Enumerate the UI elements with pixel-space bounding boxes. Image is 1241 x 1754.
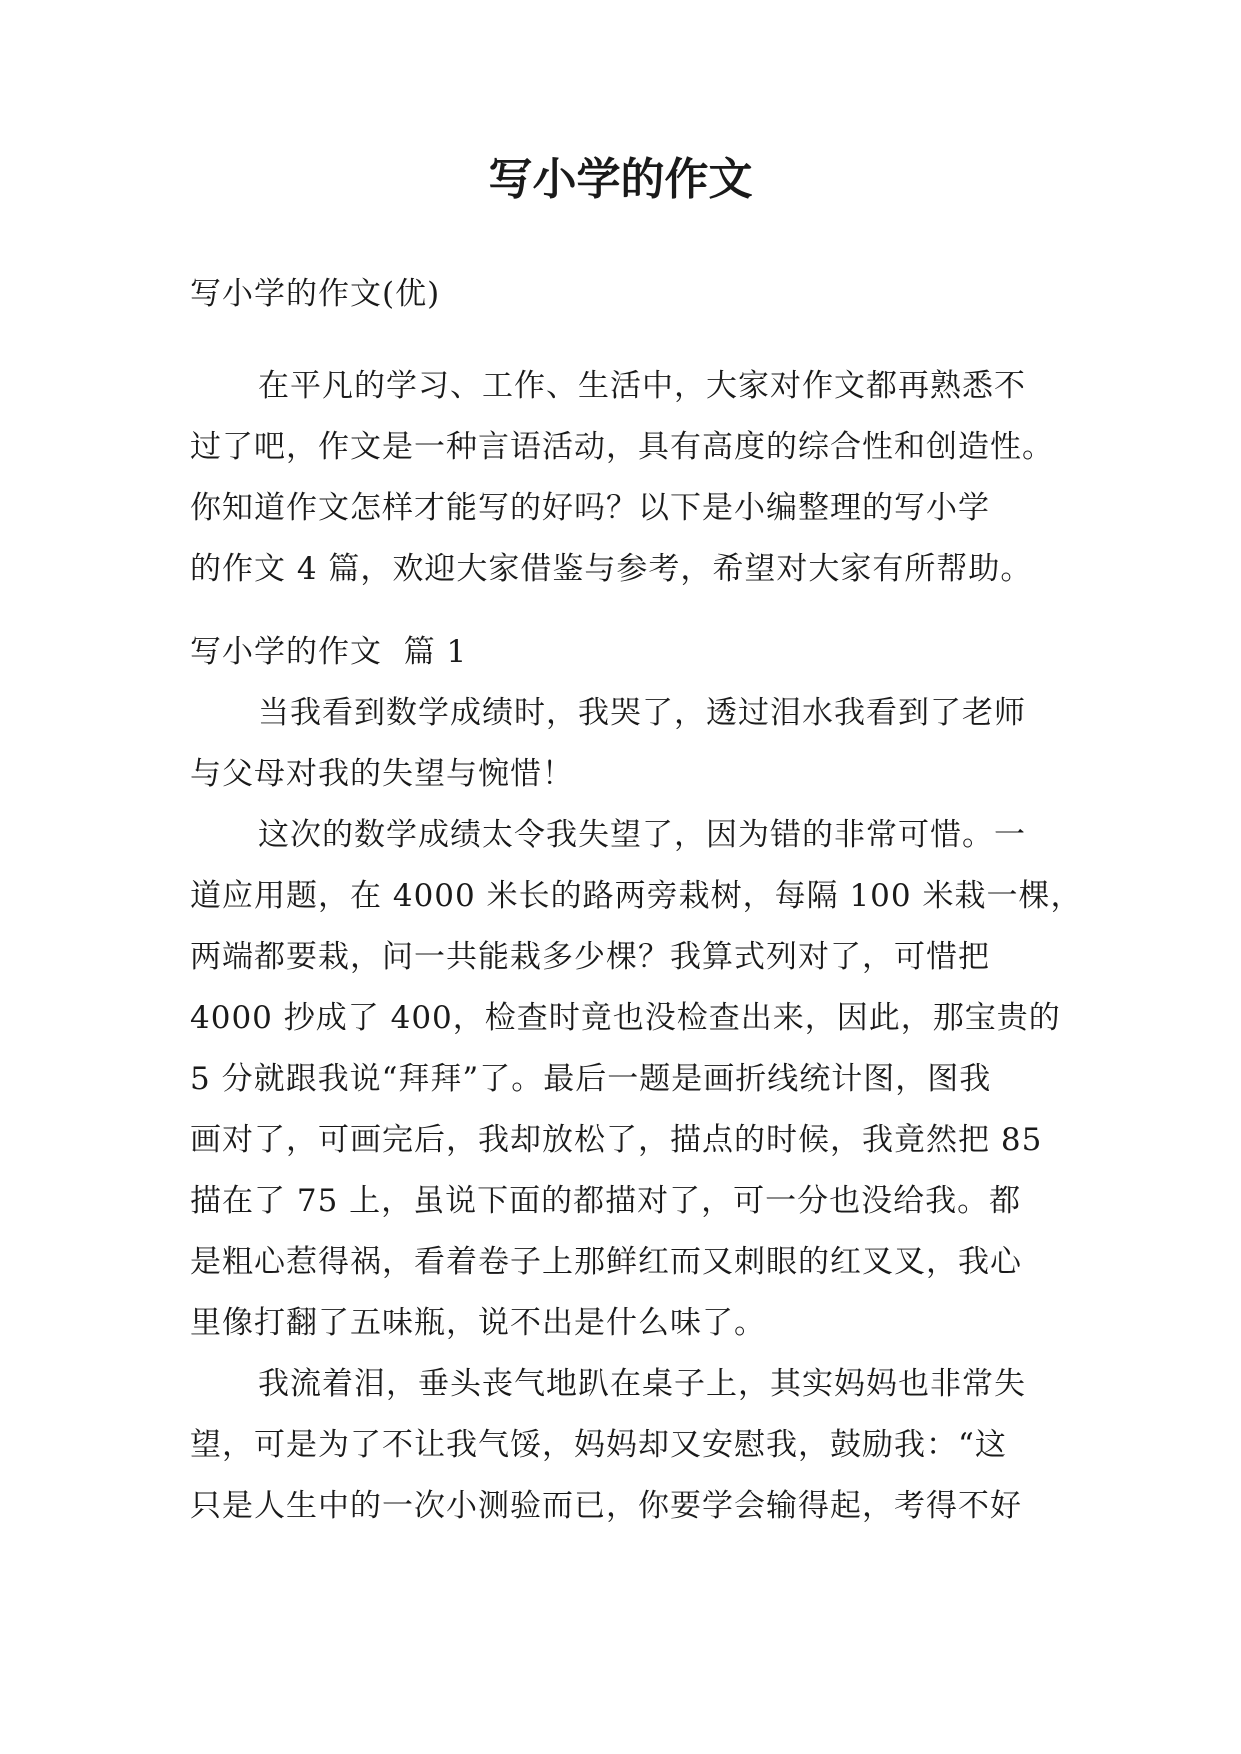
paragraph-1 bbox=[190, 683, 1070, 805]
paragraph-2 bbox=[190, 805, 1083, 1354]
paragraph-line: 在平凡的学习、工作、生活中，大家对作文都再熟悉不 bbox=[258, 368, 1026, 404]
paragraph-line: 5 分就跟我说“拜拜”了。最后一题是画折线统计图，图我 bbox=[190, 1061, 992, 1097]
paragraph-line: 画对了，可画完后，我却放松了，描点的时候，我竟然把 85 bbox=[190, 1122, 1043, 1158]
paragraph-line: 这次的数学成绩太令我失望了，因为错的非常可惜。一 bbox=[258, 817, 1026, 853]
paragraph-line: 两端都要栽，问一共能栽多少棵？我算式列对了，可惜把 bbox=[190, 939, 990, 975]
paragraph-line: 只是人生中的一次小测验而已，你要学会输得起，考得不好 bbox=[190, 1488, 1022, 1524]
paragraph-line: 里像打翻了五味瓶，说不出是什么味了。 bbox=[190, 1305, 766, 1341]
paragraph-line: 4000 抄成了 400，检查时竟也没检查出来，因此，那宝贵的 bbox=[190, 1000, 1061, 1036]
paragraph-line: 你知道作文怎样才能写的好吗？以下是小编整理的写小学 bbox=[190, 490, 990, 526]
paragraph-line: 望，可是为了不让我气馁，妈妈却又安慰我，鼓励我：“这 bbox=[190, 1427, 1007, 1463]
subtitle-line: 写小学的作文(优) bbox=[190, 276, 441, 312]
paragraph-line: 的作文 4 篇，欢迎大家借鉴与参考，希望对大家有所帮助。 bbox=[190, 551, 1033, 587]
intro-paragraph bbox=[190, 356, 1070, 600]
paragraph-line: 与父母对我的失望与惋惜！ bbox=[190, 756, 574, 792]
paragraph-line: 当我看到数学成绩时，我哭了，透过泪水我看到了老师 bbox=[258, 695, 1026, 731]
paragraph-line: 是粗心惹得祸，看着卷子上那鲜红而又刺眼的红叉叉，我心 bbox=[190, 1244, 1022, 1280]
paragraph-3 bbox=[190, 1354, 1070, 1537]
section-heading bbox=[190, 622, 1070, 683]
section-heading-line: 写小学的作文 篇 1 bbox=[190, 634, 468, 670]
paragraph-line: 过了吧，作文是一种言语活动，具有高度的综合性和创造性。 bbox=[190, 429, 1054, 465]
document-subtitle bbox=[190, 264, 1070, 325]
paragraph-line: 道应用题，在 4000 米长的路两旁栽树，每隔 100 米栽一棵， bbox=[190, 878, 1083, 914]
paragraph-line: 我流着泪，垂头丧气地趴在桌子上，其实妈妈也非常失 bbox=[258, 1366, 1026, 1402]
document-title: 写小学的作文 bbox=[488, 154, 753, 205]
paragraph-line: 描在了 75 上，虽说下面的都描对了，可一分也没给我。都 bbox=[190, 1183, 1022, 1219]
